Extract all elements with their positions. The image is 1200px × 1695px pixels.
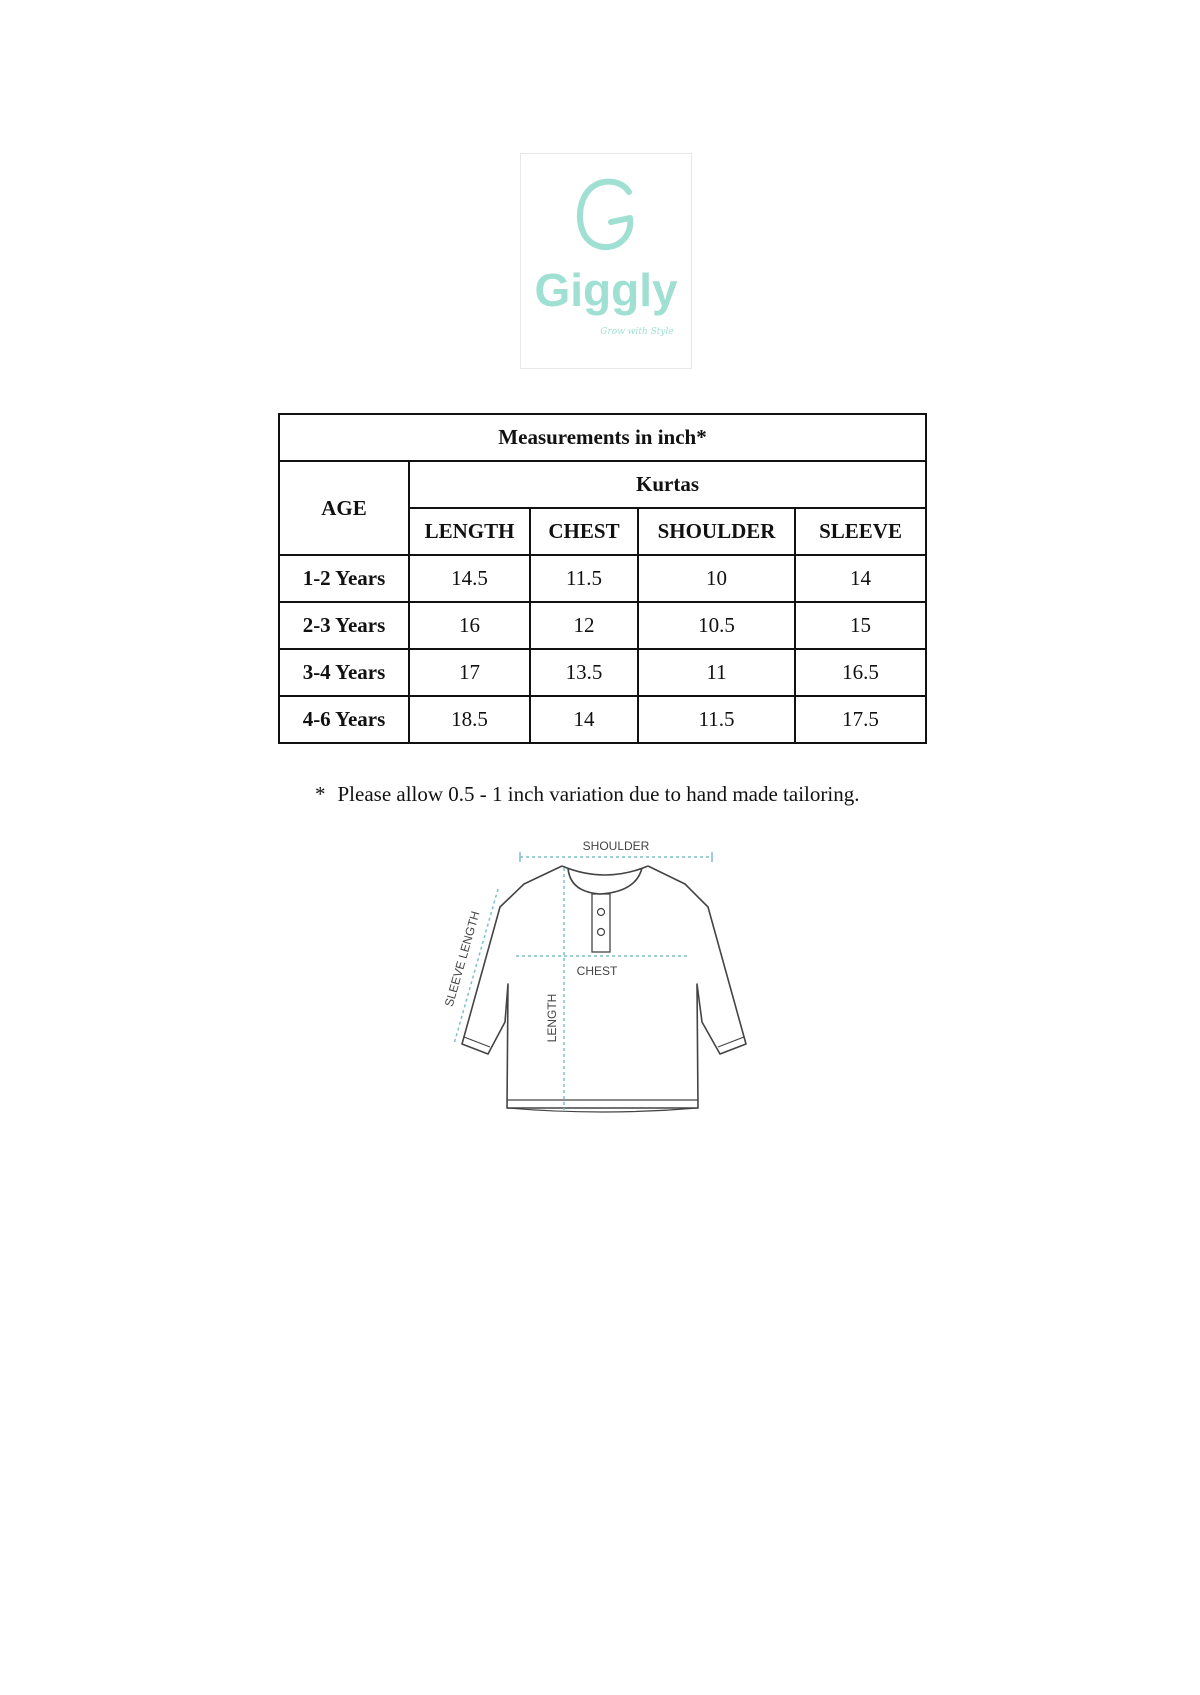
shoulder-cell: 11.5 (638, 696, 795, 743)
chest-cell: 11.5 (530, 555, 638, 602)
kurtas-header: Kurtas (409, 461, 926, 508)
size-chart-table (278, 413, 927, 744)
length-cell: 18.5 (409, 696, 530, 743)
sleeve-cell: 16.5 (795, 649, 926, 696)
chest-cell: 14 (530, 696, 638, 743)
chest-label: CHEST (576, 964, 618, 978)
shoulder-cell: 11 (638, 649, 795, 696)
table-group-row (279, 461, 926, 508)
sleeve-length-label: SLEEVE LENGTH (441, 909, 483, 1009)
chest-cell: 12 (530, 602, 638, 649)
logo-brand-text: Giggly (534, 264, 678, 316)
shoulder-label: SHOULDER (582, 839, 650, 853)
note-text: Please allow 0.5 - 1 inch variation due to hand made tailoring. (337, 782, 860, 806)
column-header-shoulder: SHOULDER (638, 508, 795, 555)
sleeve-cell: 15 (795, 602, 926, 649)
table-row (279, 649, 926, 696)
table-title-row (279, 414, 926, 461)
age-header: AGE (279, 461, 409, 555)
length-cell: 17 (409, 649, 530, 696)
column-header-sleeve: SLEEVE (795, 508, 926, 555)
button-icon (598, 909, 605, 916)
button-icon (598, 929, 605, 936)
shoulder-cell: 10.5 (638, 602, 795, 649)
table-row (279, 555, 926, 602)
kurta-outline (462, 866, 746, 1108)
column-header-length: LENGTH (409, 508, 530, 555)
length-label: LENGTH (545, 993, 559, 1043)
logo-tagline: Grow with Style (600, 327, 674, 337)
sleeve-cell: 14 (795, 555, 926, 602)
age-cell: 1-2 Years (279, 555, 409, 602)
table-row (279, 602, 926, 649)
column-header-chest: CHEST (530, 508, 638, 555)
length-cell: 14.5 (409, 555, 530, 602)
age-cell: 2-3 Years (279, 602, 409, 649)
sleeve-cell: 17.5 (795, 696, 926, 743)
tailoring-note (315, 782, 859, 807)
note-asterisk: * (315, 782, 326, 806)
chest-cell: 13.5 (530, 649, 638, 696)
shoulder-cell: 10 (638, 555, 795, 602)
giggly-logo-mark (521, 154, 691, 368)
kurta-measurement-diagram (440, 832, 780, 1142)
table-title: Measurements in inch* (279, 414, 926, 461)
age-cell: 4-6 Years (279, 696, 409, 743)
table-row (279, 696, 926, 743)
length-cell: 16 (409, 602, 530, 649)
brand-logo (520, 153, 692, 369)
age-cell: 3-4 Years (279, 649, 409, 696)
